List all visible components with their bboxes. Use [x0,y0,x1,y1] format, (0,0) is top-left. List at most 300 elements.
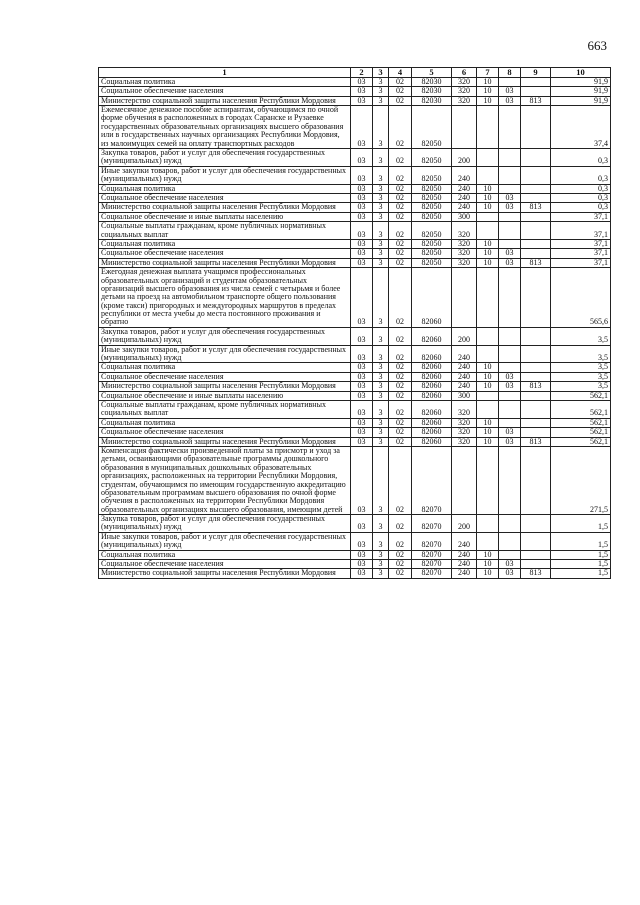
row-description: Социальная политика [99,184,351,193]
row-code: 3 [373,418,389,427]
row-code: 03 [499,194,521,203]
row-description: Социальная политика [99,239,351,248]
row-code: 82070 [412,550,452,559]
row-code: 82070 [412,515,452,533]
row-code [452,268,477,328]
row-code [477,222,499,240]
row-code: 240 [452,550,477,559]
row-description: Социальная политика [99,550,351,559]
col-header: 3 [373,68,389,78]
row-code: 10 [477,87,499,96]
row-code [499,327,521,345]
row-description: Закупка товаров, работ и услуг для обеспечения государственных (муниципальных) нужд [99,515,351,533]
row-code [499,166,521,184]
row-code [499,345,521,363]
row-code: 03 [351,345,373,363]
row-code: 82060 [412,372,452,381]
row-code: 03 [351,212,373,221]
table-row [99,249,611,258]
table-row [99,222,611,240]
row-code: 03 [351,149,373,167]
row-code: 02 [389,96,412,105]
table-row [99,268,611,328]
row-code: 3 [373,212,389,221]
row-code: 82050 [412,106,452,149]
row-code: 03 [499,258,521,267]
table-row [99,166,611,184]
row-amount: 91,9 [551,77,611,86]
row-amount: 1,5 [551,560,611,569]
row-code [521,166,551,184]
row-code: 240 [452,372,477,381]
row-amount: 3,5 [551,327,611,345]
row-code [452,446,477,514]
row-code: 813 [521,382,551,391]
row-code: 82030 [412,96,452,105]
row-code: 02 [389,372,412,381]
row-amount: 37,1 [551,249,611,258]
row-code: 813 [521,258,551,267]
row-code: 03 [351,532,373,550]
row-amount: 3,5 [551,345,611,363]
row-code: 3 [373,258,389,267]
row-code [521,87,551,96]
row-code: 3 [373,166,389,184]
row-code: 813 [521,96,551,105]
row-code: 02 [389,428,412,437]
row-description: Социальное обеспечение и иные выплаты населению [99,391,351,400]
row-code [477,327,499,345]
row-code: 240 [452,363,477,372]
row-code: 03 [351,96,373,105]
row-code: 82050 [412,239,452,248]
row-amount: 562,1 [551,418,611,427]
row-description: Социальная политика [99,418,351,427]
row-description: Социальное обеспечение населения [99,560,351,569]
row-code: 02 [389,391,412,400]
row-code: 3 [373,239,389,248]
row-code: 82050 [412,203,452,212]
row-code [499,212,521,221]
row-code: 320 [452,418,477,427]
table-row [99,515,611,533]
row-amount: 565,6 [551,268,611,328]
row-code: 02 [389,327,412,345]
row-code: 03 [351,203,373,212]
row-code: 10 [477,372,499,381]
row-code: 03 [351,258,373,267]
row-code: 82070 [412,532,452,550]
row-amount: 37,1 [551,212,611,221]
row-description: Социальное обеспечение и иные выплаты населению [99,212,351,221]
row-code: 02 [389,437,412,446]
row-code: 10 [477,428,499,437]
row-amount: 3,5 [551,363,611,372]
col-header: 9 [521,68,551,78]
row-code: 3 [373,446,389,514]
row-code [477,268,499,328]
row-code: 320 [452,77,477,86]
row-code: 02 [389,194,412,203]
row-code: 02 [389,268,412,328]
row-description: Закупка товаров, работ и услуг для обеспечения государственных (муниципальных) нужд [99,149,351,167]
row-code: 82060 [412,268,452,328]
row-code: 3 [373,550,389,559]
row-code: 03 [351,418,373,427]
row-code: 02 [389,222,412,240]
row-code: 200 [452,149,477,167]
row-amount: 37,1 [551,239,611,248]
row-code: 3 [373,327,389,345]
col-header: 10 [551,68,611,78]
row-code [521,345,551,363]
row-code [521,239,551,248]
row-code: 02 [389,212,412,221]
row-code [477,515,499,533]
row-amount: 562,1 [551,391,611,400]
row-amount: 1,5 [551,550,611,559]
row-code: 3 [373,569,389,578]
row-code [521,106,551,149]
row-code: 02 [389,363,412,372]
row-code: 3 [373,428,389,437]
row-code: 02 [389,77,412,86]
row-code: 03 [351,268,373,328]
table-row [99,382,611,391]
row-code: 300 [452,212,477,221]
row-code [521,184,551,193]
row-code: 82060 [412,327,452,345]
row-code: 03 [351,437,373,446]
row-code [521,400,551,418]
row-code: 3 [373,106,389,149]
row-code [477,166,499,184]
row-amount: 1,5 [551,569,611,578]
row-code: 02 [389,166,412,184]
row-description: Социальная политика [99,77,351,86]
row-code: 3 [373,77,389,86]
budget-table [98,67,611,579]
row-code: 03 [499,96,521,105]
row-amount: 0,3 [551,166,611,184]
row-code [521,268,551,328]
row-code: 10 [477,239,499,248]
row-code: 82060 [412,363,452,372]
row-code: 320 [452,258,477,267]
row-code: 03 [499,203,521,212]
row-code: 3 [373,372,389,381]
table-row [99,532,611,550]
table-body [99,77,611,578]
row-code: 320 [452,222,477,240]
row-code: 240 [452,194,477,203]
row-code: 10 [477,77,499,86]
row-code: 03 [351,446,373,514]
row-code [477,345,499,363]
table-row [99,149,611,167]
row-code [499,222,521,240]
table-row [99,345,611,363]
row-code: 3 [373,194,389,203]
col-header: 4 [389,68,412,78]
row-code: 240 [452,166,477,184]
row-code: 3 [373,391,389,400]
row-code [521,212,551,221]
row-code: 10 [477,184,499,193]
row-code: 10 [477,249,499,258]
row-code: 03 [351,77,373,86]
row-amount: 271,5 [551,446,611,514]
row-description: Министерство социальной защиты населения Республики Мордовия [99,382,351,391]
table-row [99,363,611,372]
row-code [499,400,521,418]
row-code: 10 [477,418,499,427]
row-code: 02 [389,149,412,167]
row-code [477,212,499,221]
col-header: 8 [499,68,521,78]
row-code [452,106,477,149]
row-code: 3 [373,437,389,446]
row-code: 3 [373,203,389,212]
row-description: Социальная политика [99,363,351,372]
row-code: 320 [452,400,477,418]
row-code: 03 [499,569,521,578]
row-amount: 562,1 [551,428,611,437]
row-code: 10 [477,437,499,446]
row-code: 03 [351,184,373,193]
col-header: 2 [351,68,373,78]
row-code: 240 [452,382,477,391]
row-code: 03 [351,372,373,381]
row-code: 03 [499,372,521,381]
row-code [477,446,499,514]
row-code: 03 [351,87,373,96]
row-code: 03 [351,515,373,533]
row-code: 03 [499,249,521,258]
row-description: Социальные выплаты гражданам, кроме публичных нормативных социальных выплат [99,400,351,418]
row-amount: 562,1 [551,400,611,418]
table-row [99,327,611,345]
row-description: Социальное обеспечение населения [99,249,351,258]
row-description: Министерство социальной защиты населения Республики Мордовия [99,96,351,105]
row-code: 3 [373,184,389,193]
row-code [521,550,551,559]
row-code: 03 [351,569,373,578]
row-code: 320 [452,437,477,446]
row-description: Компенсация фактически произведенной платы за присмотр и уход за детьми, осваивающими образовательные программы дошкольного образования в муниципальных дошкольных образовательных организациях, расположенных на территории Республики Мордовия, студентам, обучающимся по имеющим государственную аккредитацию образовательным программам высшего образования по очной форме обучения в расположенных на территории Республики Мордовия образовательных организациях высшего образования, имеющим детей [99,446,351,514]
row-amount: 37,1 [551,222,611,240]
row-code: 02 [389,382,412,391]
row-code: 02 [389,560,412,569]
row-description: Закупка товаров, работ и услуг для обеспечения государственных (муниципальных) нужд [99,327,351,345]
row-code: 10 [477,550,499,559]
row-code: 320 [452,239,477,248]
row-code [521,77,551,86]
col-header: 6 [452,68,477,78]
row-code: 03 [351,239,373,248]
row-code: 240 [452,184,477,193]
row-code: 82050 [412,184,452,193]
row-code: 82030 [412,87,452,96]
row-code: 02 [389,249,412,258]
row-code: 02 [389,515,412,533]
row-amount: 37,4 [551,106,611,149]
row-code: 200 [452,327,477,345]
col-header: 5 [412,68,452,78]
row-amount: 3,5 [551,382,611,391]
row-code: 3 [373,363,389,372]
row-code [521,363,551,372]
row-code: 3 [373,268,389,328]
table-row [99,106,611,149]
row-code: 813 [521,203,551,212]
row-code: 10 [477,203,499,212]
row-description: Ежемесячное денежное пособие аспирантам, обучающимся по очной форме обучения в расположенных в городах Саранске и Рузаевке государственных образовательных организациях высшего образования или в государственных научных организациях Республики Мордовия, из малоимущих семей на оплату транспортных расходов [99,106,351,149]
row-code: 03 [351,363,373,372]
table-row [99,203,611,212]
row-code: 82050 [412,149,452,167]
row-description: Социальные выплаты гражданам, кроме публичных нормативных социальных выплат [99,222,351,240]
row-description: Иные закупки товаров, работ и услуг для обеспечения государственных (муниципальных) нужд [99,166,351,184]
row-code: 82050 [412,249,452,258]
row-code [477,391,499,400]
row-description: Иные закупки товаров, работ и услуг для обеспечения государственных (муниципальных) нужд [99,345,351,363]
row-code: 10 [477,382,499,391]
table-row [99,400,611,418]
row-code: 3 [373,96,389,105]
row-code: 03 [351,249,373,258]
row-code: 02 [389,400,412,418]
row-description: Министерство социальной защиты населения Республики Мордовия [99,437,351,446]
row-code: 02 [389,184,412,193]
row-code [477,532,499,550]
table-row [99,428,611,437]
row-code: 10 [477,96,499,105]
row-code: 3 [373,249,389,258]
row-code: 813 [521,569,551,578]
row-code [499,391,521,400]
row-amount: 0,3 [551,194,611,203]
header-row [99,68,611,78]
row-description: Иные закупки товаров, работ и услуг для обеспечения государственных (муниципальных) нужд [99,532,351,550]
row-code: 03 [499,382,521,391]
row-code: 03 [351,106,373,149]
row-code: 82050 [412,258,452,267]
row-code: 03 [351,382,373,391]
row-code: 320 [452,96,477,105]
row-code [499,532,521,550]
row-code: 02 [389,203,412,212]
row-code: 10 [477,569,499,578]
row-code: 03 [351,428,373,437]
table-row [99,446,611,514]
row-code: 02 [389,550,412,559]
row-code [521,149,551,167]
row-code: 82060 [412,400,452,418]
row-code: 02 [389,418,412,427]
row-code: 10 [477,363,499,372]
row-amount: 0,3 [551,203,611,212]
row-code: 82060 [412,428,452,437]
row-code: 3 [373,149,389,167]
col-header: 1 [99,68,351,78]
row-amount: 0,3 [551,184,611,193]
row-code [521,391,551,400]
row-code [499,268,521,328]
row-description: Ежегодная денежная выплата учащимся профессиональных образовательных организаций и студентам образовательных организаций высшего образования из числа семей с четырьмя и более детьми на проезд на автомобильном транспорте общего пользования (кроме такси) пригородных и междугородных маршрутов в пределах республики от места учебы до места постоянного проживания и обратно [99,268,351,328]
row-code: 82050 [412,166,452,184]
row-code: 03 [499,87,521,96]
row-code: 200 [452,515,477,533]
row-code: 03 [351,560,373,569]
row-code: 82070 [412,560,452,569]
row-code: 320 [452,249,477,258]
row-code [521,446,551,514]
row-code: 03 [351,194,373,203]
row-code: 10 [477,258,499,267]
row-code: 02 [389,239,412,248]
row-code [477,149,499,167]
row-code: 03 [499,437,521,446]
table-row [99,87,611,96]
row-code: 82050 [412,212,452,221]
page-number: 663 [587,38,607,53]
row-code: 82060 [412,345,452,363]
row-code: 320 [452,428,477,437]
row-code [499,363,521,372]
row-code: 10 [477,194,499,203]
row-code: 82050 [412,194,452,203]
row-code: 03 [351,327,373,345]
row-code: 82050 [412,222,452,240]
row-code [499,515,521,533]
row-code: 03 [351,166,373,184]
row-code: 3 [373,87,389,96]
row-amount: 1,5 [551,532,611,550]
row-code: 320 [452,87,477,96]
row-code [521,249,551,258]
row-code: 240 [452,560,477,569]
row-code: 82060 [412,418,452,427]
row-description: Министерство социальной защиты населения Республики Мордовия [99,258,351,267]
row-code: 3 [373,382,389,391]
row-amount: 91,9 [551,96,611,105]
row-amount: 562,1 [551,437,611,446]
row-code [499,149,521,167]
row-code: 03 [499,428,521,437]
col-header: 7 [477,68,499,78]
row-code [477,400,499,418]
row-code: 82030 [412,77,452,86]
row-code: 02 [389,446,412,514]
row-description: Министерство социальной защиты населения Республики Мордовия [99,203,351,212]
row-code: 240 [452,532,477,550]
table-row [99,569,611,578]
row-code: 82060 [412,437,452,446]
row-code [521,532,551,550]
row-code: 02 [389,106,412,149]
row-code: 02 [389,87,412,96]
row-code: 3 [373,532,389,550]
row-description: Министерство социальной защиты населения Республики Мордовия [99,569,351,578]
row-description: Социальное обеспечение населения [99,428,351,437]
row-code [521,222,551,240]
row-code: 82070 [412,446,452,514]
row-amount: 0,3 [551,149,611,167]
row-code: 02 [389,258,412,267]
row-code: 03 [351,400,373,418]
row-amount: 3,5 [551,372,611,381]
